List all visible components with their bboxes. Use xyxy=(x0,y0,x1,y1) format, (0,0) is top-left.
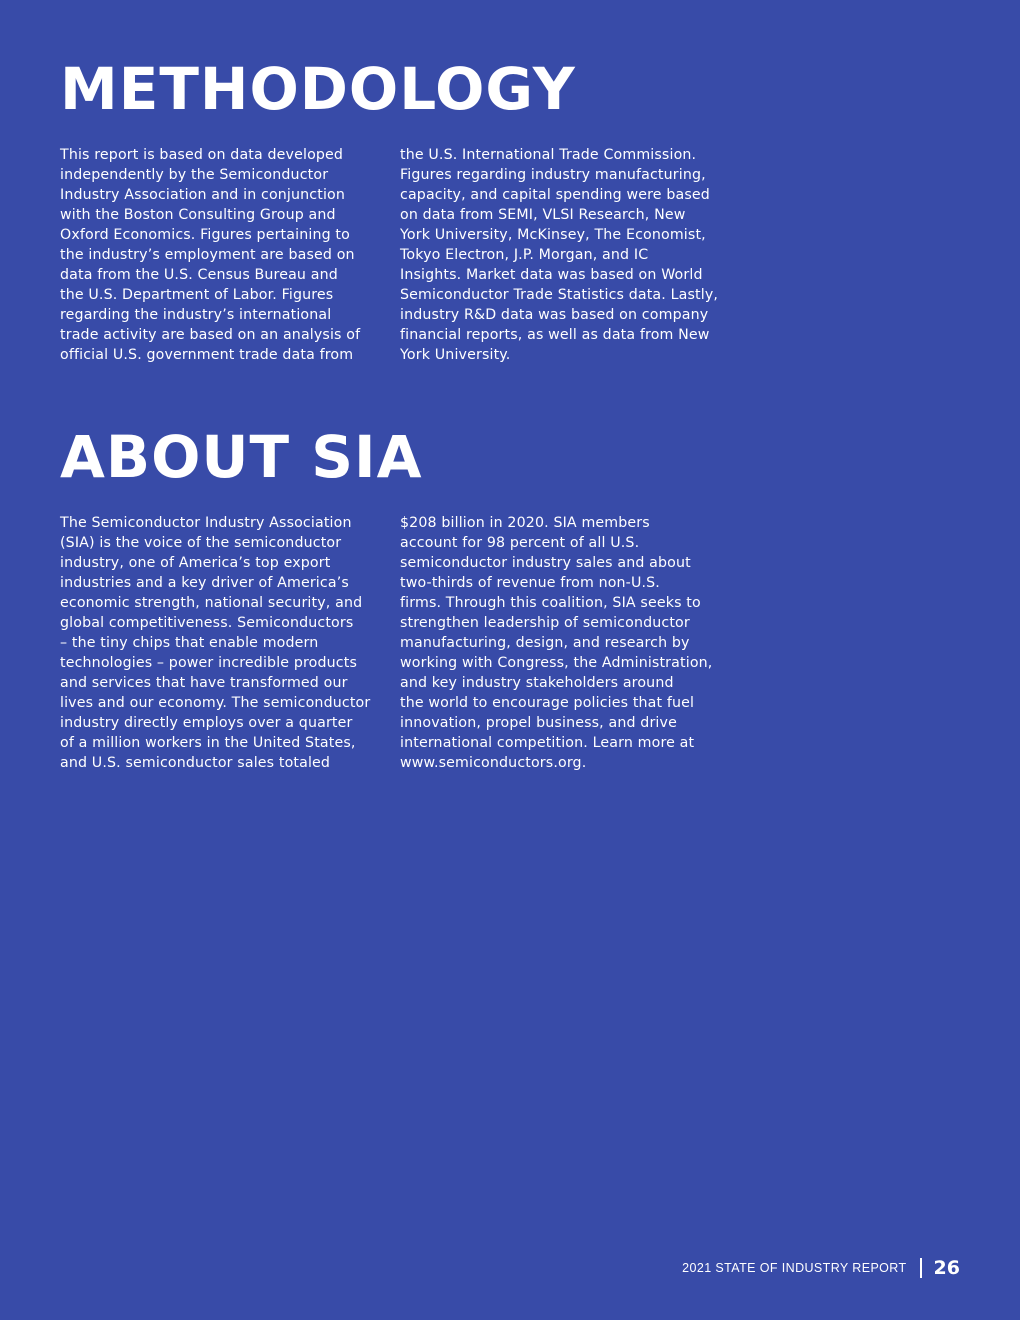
text-line: international competition. Learn more at xyxy=(400,735,695,751)
methodology-column-left xyxy=(60,145,390,365)
methodology-heading: METHODOLOGY xyxy=(60,55,576,123)
text-line: industries and a key driver of America’s xyxy=(60,575,349,591)
text-line: the industry’s employment are based on xyxy=(60,247,355,263)
text-line: trade activity are based on an analysis of xyxy=(60,327,361,343)
text-line: Insights. Market data was based on World xyxy=(400,267,703,283)
text-line: with the Boston Consulting Group and xyxy=(60,207,336,223)
text-line: industry, one of America’s top export xyxy=(60,555,331,571)
text-line: industry R&D data was based on company xyxy=(400,307,709,323)
text-line: the world to encourage policies that fuel xyxy=(400,695,695,711)
text-line: technologies – power incredible products xyxy=(60,655,357,671)
text-line: and key industry stakeholders around xyxy=(400,675,674,691)
text-line: Tokyo Electron, J.P. Morgan, and IC xyxy=(400,247,649,263)
text-line: the U.S. International Trade Commission. xyxy=(400,147,697,163)
text-line: independently by the Semiconductor xyxy=(60,167,329,183)
text-line: data from the U.S. Census Bureau and xyxy=(60,267,338,283)
text-line: and U.S. semiconductor sales totaled xyxy=(60,755,331,771)
text-line: Oxford Economics. Figures pertaining to xyxy=(60,227,350,243)
methodology-column-right xyxy=(400,145,730,365)
text-line: industry directly employs over a quarter xyxy=(60,715,353,731)
page-number: 26 xyxy=(933,1257,960,1279)
text-line: firms. Through this coalition, SIA seeks to xyxy=(400,595,701,611)
text-line: strengthen leadership of semiconductor xyxy=(400,615,690,631)
text-line: manufacturing, design, and research by xyxy=(400,635,690,651)
text-line: financial reports, as well as data from New xyxy=(400,327,710,343)
text-line: the U.S. Department of Labor. Figures xyxy=(60,287,334,303)
text-line: account for 98 percent of all U.S. xyxy=(400,535,640,551)
text-line: This report is based on data developed xyxy=(60,147,344,163)
text-line: $208 billion in 2020. SIA members xyxy=(400,515,650,531)
text-line: innovation, propel business, and drive xyxy=(400,715,677,731)
text-line: on data from SEMI, VLSI Research, New xyxy=(400,207,686,223)
text-line: economic strength, national security, and xyxy=(60,595,363,611)
text-line: global competitiveness. Semiconductors xyxy=(60,615,354,631)
text-line: York University, McKinsey, The Economist, xyxy=(400,227,706,243)
report-name: 2021 STATE OF INDUSTRY REPORT xyxy=(682,1261,907,1275)
text-line: working with Congress, the Administration, xyxy=(400,655,713,671)
about-column-right xyxy=(400,513,730,773)
about-sia-heading: ABOUT SIA xyxy=(60,423,423,491)
text-line: Figures regarding industry manufacturing, xyxy=(400,167,706,183)
text-line: – the tiny chips that enable modern xyxy=(60,635,319,651)
text-line: capacity, and capital spending were based xyxy=(400,187,710,203)
text-line: The Semiconductor Industry Association xyxy=(60,515,352,531)
website-link: www.semiconductors.org. xyxy=(400,755,587,771)
text-line: lives and our economy. The semiconductor xyxy=(60,695,371,711)
text-line: semiconductor industry sales and about xyxy=(400,555,691,571)
about-column-left xyxy=(60,513,390,773)
text-line: Industry Association and in conjunction xyxy=(60,187,346,203)
text-line: regarding the industry’s international xyxy=(60,307,332,323)
text-line: York University. xyxy=(400,347,511,363)
page-footer xyxy=(682,1255,960,1281)
text-line: of a million workers in the United States, xyxy=(60,735,356,751)
text-line: and services that have transformed our xyxy=(60,675,348,691)
footer-divider xyxy=(920,1258,922,1278)
text-line: Semiconductor Trade Statistics data. Lastly, xyxy=(400,287,719,303)
text-line: (SIA) is the voice of the semiconductor xyxy=(60,535,342,551)
text-line: two-thirds of revenue from non-U.S. xyxy=(400,575,660,591)
text-line: official U.S. government trade data from xyxy=(60,347,354,363)
